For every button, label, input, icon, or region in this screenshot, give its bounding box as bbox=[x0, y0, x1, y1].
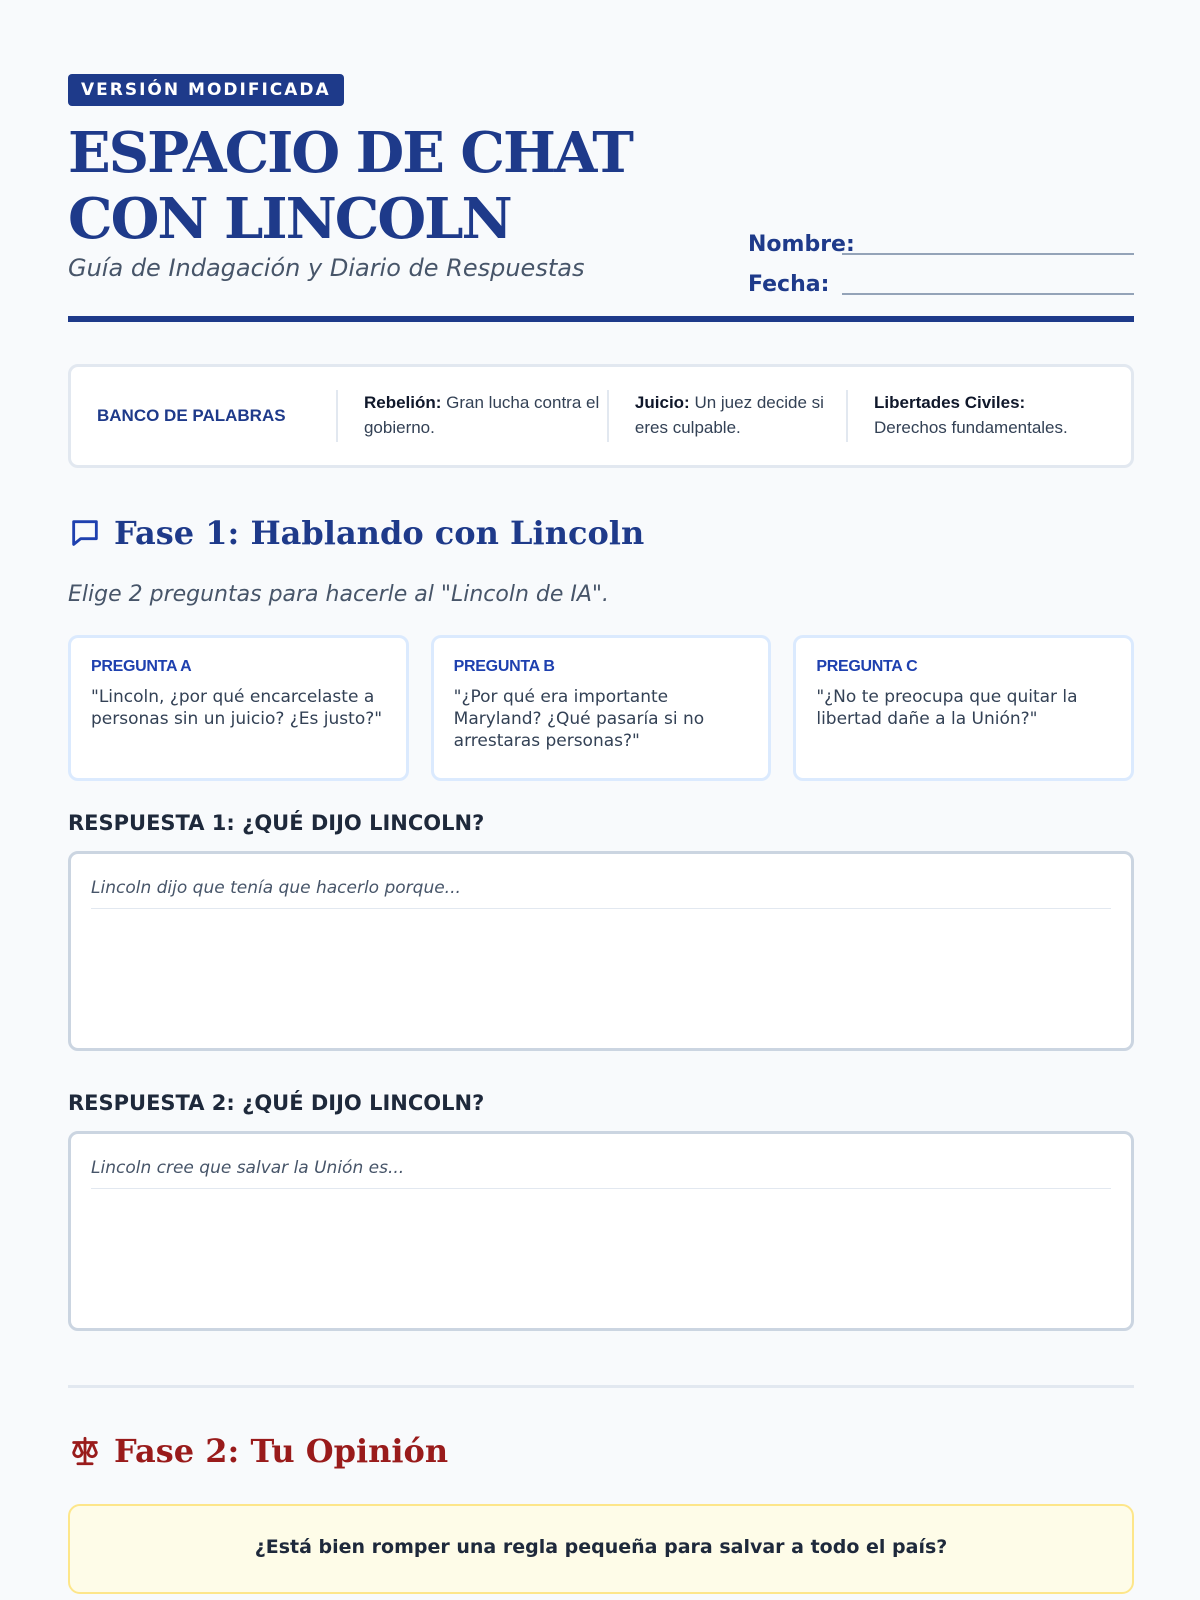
phase-2-title: Fase 2: Tu Opinión bbox=[114, 1432, 449, 1470]
question-card-a[interactable] bbox=[68, 635, 409, 781]
date-label: Fecha: bbox=[748, 272, 830, 297]
version-badge: VERSIÓN MODIFICADA bbox=[68, 74, 344, 106]
answer-2-label: RESPUESTA 2: ¿QUÉ DIJO LINCOLN? bbox=[68, 1091, 485, 1115]
phase-1-instruction: Elige 2 preguntas para hacerle al "Lincoln de IA". bbox=[68, 582, 610, 607]
question-label: PREGUNTA C bbox=[816, 658, 918, 675]
header bbox=[68, 74, 1134, 316]
name-label: Nombre: bbox=[748, 232, 855, 257]
answer-1-label: RESPUESTA 1: ¿QUÉ DIJO LINCOLN? bbox=[68, 811, 485, 835]
opinion-question: ¿Está bien romper una regla pequeña para salvar a todo el país? bbox=[254, 1536, 948, 1558]
word-bank-definition: Gran lucha contra el gobierno. bbox=[363, 393, 600, 437]
page-subtitle: Guía de Indagación y Diario de Respuestas bbox=[68, 254, 585, 282]
date-row bbox=[748, 257, 1134, 297]
question-options bbox=[68, 635, 1134, 781]
page-title: ESPACIO DE CHAT CON LINCOLN bbox=[68, 120, 632, 252]
section-divider bbox=[68, 1385, 1134, 1388]
phase-1-header bbox=[68, 514, 1134, 552]
chat-bubble-icon bbox=[68, 516, 102, 550]
word-bank-item bbox=[336, 390, 607, 442]
answer-2-placeholder: Lincoln cree que salvar la Unión es... bbox=[91, 1158, 1111, 1189]
word-bank-definition: Un juez decide si eres culpable. bbox=[634, 393, 824, 437]
word-bank-definition: Derechos fundamentales. bbox=[874, 418, 1068, 437]
phase-2-header bbox=[68, 1432, 1134, 1470]
opinion-question-box bbox=[68, 1504, 1134, 1594]
question-text: "¿Por qué era importante Maryland? ¿Qué pasaría si no arrestaras personas?" bbox=[453, 687, 705, 751]
worksheet bbox=[68, 74, 1134, 1594]
question-text: "¿No te preocupa que quitar la libertad dañe a la Unión?" bbox=[816, 687, 1078, 729]
scales-icon bbox=[68, 1434, 102, 1468]
student-info bbox=[748, 217, 1134, 297]
word-bank-item bbox=[846, 390, 1105, 442]
word-bank-item bbox=[607, 390, 846, 442]
word-bank-term: Libertades Civiles: bbox=[874, 393, 1026, 412]
question-text: "Lincoln, ¿por qué encarcelaste a personas sin un juicio? ¿Es justo?" bbox=[91, 687, 383, 729]
word-bank bbox=[68, 364, 1134, 468]
question-label: PREGUNTA A bbox=[91, 658, 192, 675]
word-bank-term: Rebelión: bbox=[363, 393, 442, 412]
answer-2-box[interactable] bbox=[68, 1131, 1134, 1331]
header-divider bbox=[68, 316, 1134, 322]
question-card-b[interactable] bbox=[431, 635, 772, 781]
question-label: PREGUNTA B bbox=[453, 658, 555, 675]
name-row bbox=[748, 217, 1134, 257]
phase-1-title: Fase 1: Hablando con Lincoln bbox=[114, 514, 645, 552]
name-field[interactable] bbox=[842, 229, 1134, 255]
answer-1-box[interactable] bbox=[68, 851, 1134, 1051]
question-card-c[interactable] bbox=[793, 635, 1134, 781]
date-field[interactable] bbox=[842, 269, 1134, 295]
word-bank-term: Juicio: bbox=[634, 393, 690, 412]
answer-1-placeholder: Lincoln dijo que tenía que hacerlo porque... bbox=[91, 878, 1111, 909]
word-bank-title: BANCO DE PALABRAS bbox=[97, 406, 286, 425]
